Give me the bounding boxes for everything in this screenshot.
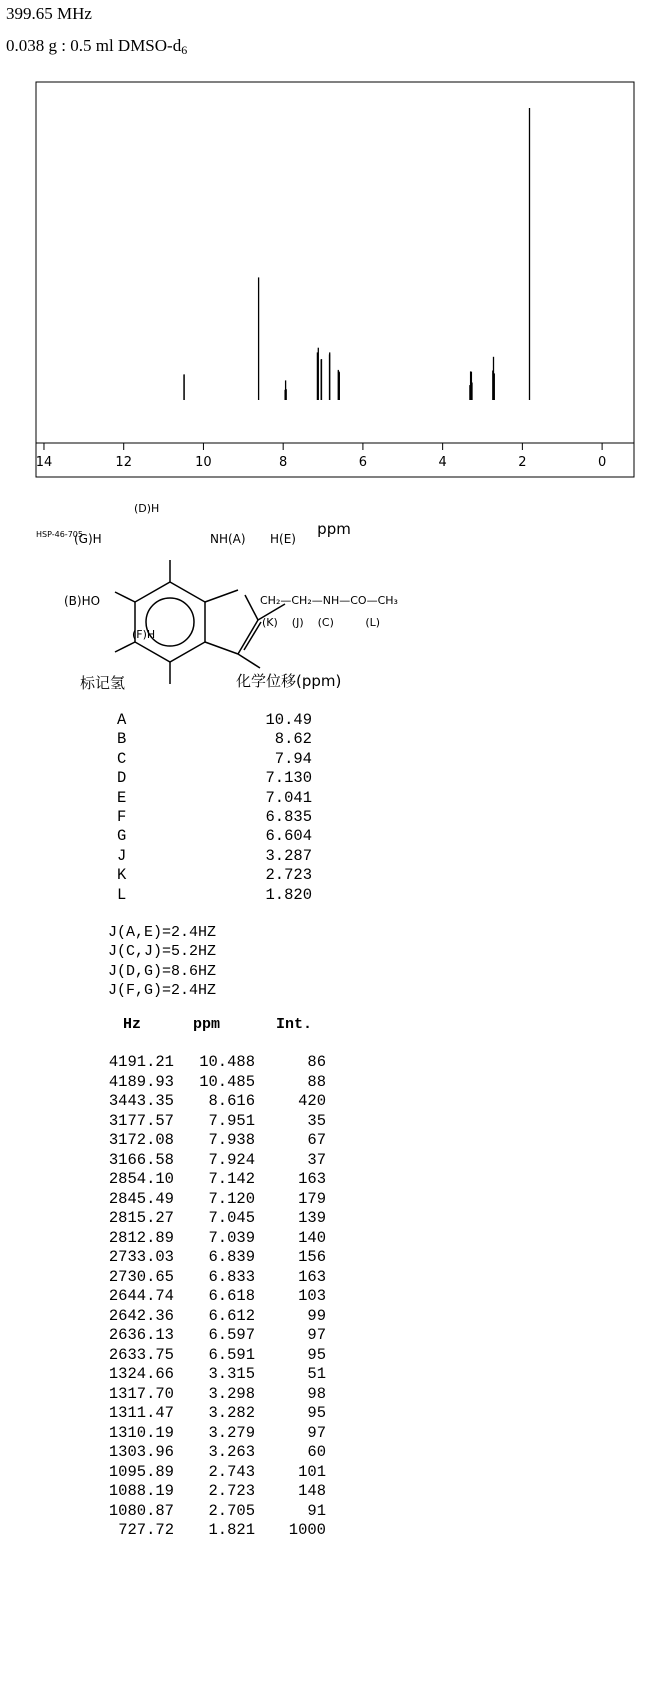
assignment-label: C [117, 749, 127, 768]
peak-int: 140 [298, 1228, 326, 1247]
peak-hz: 2644.74 [108, 1287, 174, 1305]
assignment-header-label: 标记氢 [80, 674, 126, 692]
peak-int: 163 [298, 1170, 326, 1188]
peak-int: 99 [307, 1306, 326, 1325]
peak-int: 35 [307, 1111, 326, 1130]
peak-hz: 3177.57 [108, 1111, 174, 1130]
bond-c-c3 [205, 642, 238, 654]
peak-hz: 1088.19 [108, 1482, 174, 1500]
assignment-label: E [117, 788, 127, 807]
peak-ppm: 3.282 [208, 1404, 255, 1422]
peak-int: 1000 [288, 1521, 326, 1539]
assignment-label: F [117, 808, 127, 826]
peak-ppm: 7.938 [208, 1131, 255, 1149]
peak-int: 95 [307, 1345, 326, 1364]
peak-int: 97 [307, 1326, 326, 1344]
assignment-shift: 7.130 [265, 769, 312, 788]
peak-int: 37 [307, 1150, 326, 1169]
assignment-shift: 6.835 [265, 808, 312, 826]
bond-c6-h [115, 592, 135, 602]
peak-int: 60 [307, 1443, 326, 1461]
peak-hz: 1303.96 [108, 1443, 174, 1461]
peak-hz: 3443.35 [108, 1092, 174, 1110]
peak-int: 156 [298, 1248, 326, 1266]
peak-ppm: 6.597 [208, 1326, 255, 1344]
peak-hz: 4191.21 [108, 1053, 174, 1071]
peak-ppm: 6.612 [208, 1306, 255, 1325]
x-tick-label: 14 [35, 455, 53, 470]
peak-ppm: 3.315 [208, 1365, 255, 1383]
peak-int: 139 [298, 1209, 326, 1227]
peak-int: 179 [298, 1189, 326, 1208]
structure-drawing [60, 540, 500, 690]
x-tick-label: 6 [358, 455, 368, 470]
side-chain: CH₂—CH₂—NH—CO—CH₃ [260, 594, 398, 607]
peak-hz: 1311.47 [108, 1404, 174, 1422]
label-ho-b: (B)HO [64, 594, 101, 608]
x-tick-label: 12 [115, 455, 132, 470]
assignment-label: B [117, 730, 127, 749]
peak-hz: 1324.66 [108, 1365, 174, 1383]
peak-ppm: 7.951 [208, 1111, 255, 1130]
bond-c2-n [245, 595, 258, 620]
peak-hz: 727.72 [118, 1521, 174, 1539]
col-hz: Hz [123, 1016, 142, 1033]
peak-ppm: 8.616 [208, 1092, 255, 1110]
assignment-header-shift: 化学位移(ppm) [236, 672, 342, 690]
col-ppm: ppm [193, 1016, 221, 1033]
peak-int: 163 [298, 1267, 326, 1286]
sample-subscript: 6 [181, 43, 188, 57]
peak-ppm: 3.279 [208, 1423, 255, 1442]
peak-int: 88 [307, 1072, 326, 1091]
peak-int: 98 [307, 1384, 326, 1403]
col-int: Int. [276, 1016, 313, 1033]
nmr-spectrum [0, 80, 652, 540]
peak-int: 51 [307, 1365, 326, 1383]
peak-hz: 2730.65 [108, 1267, 174, 1286]
assignment-label: L [117, 885, 127, 904]
x-tick-label: 2 [518, 455, 527, 470]
peak-hz: 4189.93 [108, 1072, 174, 1091]
assignment-shift: 10.49 [265, 711, 312, 729]
peak-ppm: 10.485 [199, 1072, 255, 1091]
coupling-line: J(F,G)=2.4HZ [108, 982, 217, 1000]
label-h-f: (F)H [132, 628, 156, 641]
peak-int: 103 [298, 1287, 326, 1305]
bond-c3-c2 [238, 620, 258, 654]
peak-hz: 2633.75 [108, 1345, 174, 1364]
peak-ppm: 7.120 [208, 1189, 255, 1208]
sample-code: HSP-46-705 [36, 530, 83, 539]
x-axis [36, 443, 607, 470]
peak-int: 101 [298, 1462, 326, 1481]
assignment-shift: 1.820 [265, 885, 312, 904]
peak-hz: 3172.08 [108, 1131, 174, 1149]
label-h-d: (D)H [134, 502, 160, 515]
x-tick-label: 4 [438, 455, 447, 470]
spectrometer-frequency: 399.65 MHz [6, 4, 92, 23]
peak-hz: 3166.58 [108, 1150, 174, 1169]
x-tick-label: 8 [279, 455, 288, 470]
label-h-e: H(E) [270, 532, 296, 546]
sample-description [6, 36, 187, 56]
peak-ppm: 7.924 [208, 1150, 255, 1169]
assignment-label: J [117, 846, 127, 865]
peak-hz: 1317.70 [108, 1384, 174, 1403]
coupling-line: J(C,J)=5.2HZ [108, 943, 217, 961]
peak-ppm: 7.045 [208, 1209, 255, 1227]
peak-hz: 2642.36 [108, 1306, 174, 1325]
peak-ppm: 6.618 [208, 1287, 255, 1305]
bond-c3-c2-double [244, 622, 261, 650]
peak-ppm: 7.142 [208, 1170, 255, 1188]
peak-ppm: 3.263 [208, 1443, 255, 1461]
peak-int: 67 [307, 1131, 326, 1149]
assignment-label: D [117, 769, 127, 788]
x-tick-label: 0 [597, 455, 607, 470]
peak-ppm: 2.743 [208, 1462, 255, 1481]
x-axis-label: ppm [317, 520, 351, 538]
peak-int: 420 [298, 1092, 326, 1110]
peak-hz: 2854.10 [108, 1170, 174, 1188]
peak-hz: 2845.49 [108, 1189, 174, 1208]
bond-c5-o [115, 642, 135, 652]
peak-hz: 2812.89 [108, 1228, 174, 1247]
side-chain-labels: (K) (J) (C) (L) [262, 616, 381, 629]
assignment-shift: 7.94 [274, 749, 312, 768]
peak-ppm: 10.488 [199, 1053, 255, 1071]
peak-hz: 1080.87 [108, 1501, 174, 1520]
peak-ppm: 2.723 [208, 1482, 255, 1500]
sample-text: 0.038 g : 0.5 ml DMSO-d [6, 36, 182, 55]
plot-frame [36, 82, 634, 477]
peak-int: 91 [307, 1501, 326, 1520]
assignment-shift: 8.62 [274, 730, 312, 749]
peak-ppm: 6.591 [208, 1345, 255, 1364]
peak-int: 95 [307, 1404, 326, 1422]
assignment-label: G [117, 827, 127, 846]
peak-ppm: 3.298 [208, 1384, 255, 1403]
peak-hz: 1095.89 [108, 1462, 174, 1481]
label-nh-a: NH(A) [210, 532, 246, 546]
peak-hz: 2636.13 [108, 1326, 174, 1344]
x-tick-label: 10 [195, 455, 212, 470]
peak-ppm: 6.839 [208, 1248, 255, 1266]
assignment-shift: 6.604 [265, 827, 312, 846]
assignment-label: A [117, 711, 127, 729]
peak-hz: 1310.19 [108, 1423, 174, 1442]
peak-hz: 2733.03 [108, 1248, 174, 1266]
peak-ppm: 6.833 [208, 1267, 255, 1286]
peak-lines [184, 108, 530, 400]
peak-ppm: 1.821 [208, 1521, 255, 1539]
coupling-line: J(A,E)=2.4HZ [108, 924, 217, 941]
assignment-shift: 3.287 [265, 846, 312, 865]
peak-int: 86 [307, 1053, 326, 1071]
peak-int: 97 [307, 1423, 326, 1442]
peak-ppm: 7.039 [208, 1228, 255, 1247]
coupling-line: J(D,G)=8.6HZ [108, 962, 217, 980]
label-h-g: (G)H [74, 532, 102, 546]
bond-c-n [205, 590, 238, 602]
assignment-shift: 7.041 [265, 788, 312, 807]
peak-int: 148 [298, 1482, 326, 1500]
peak-ppm: 2.705 [208, 1501, 255, 1520]
assignment-label: K [117, 866, 127, 885]
assignment-shift: 2.723 [265, 866, 312, 885]
bond-c3-ch2 [238, 654, 260, 668]
peak-hz: 2815.27 [108, 1209, 174, 1227]
